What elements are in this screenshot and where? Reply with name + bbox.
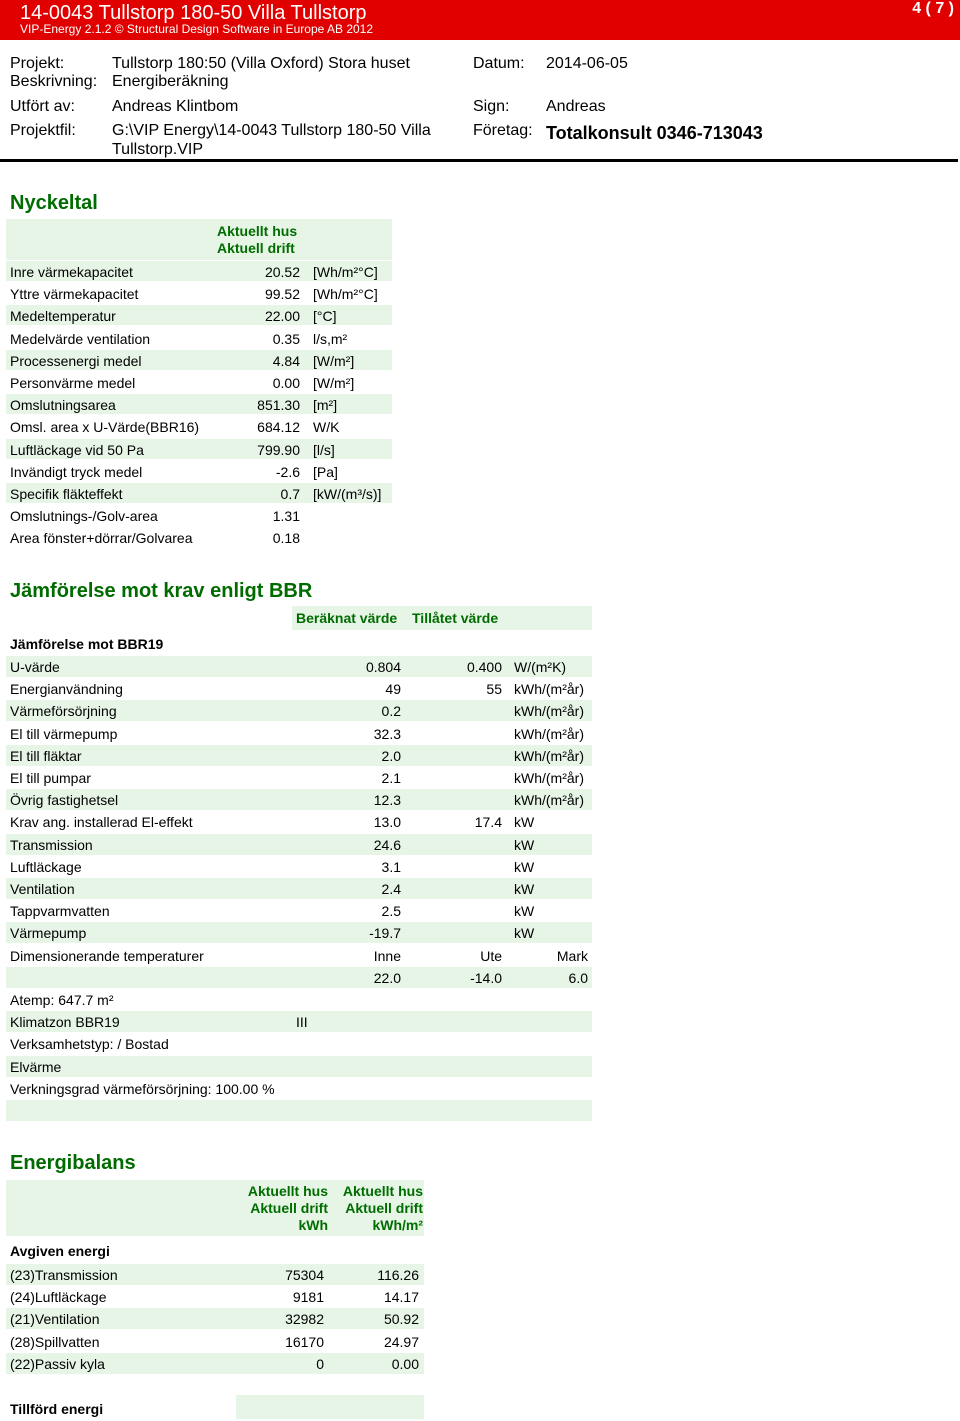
table-row-unit: kW [514,858,535,875]
table-row-calc: 0.2 [381,703,401,720]
table-row-kwh: 32982 [285,1311,324,1328]
utfort-value: Andreas Klintbom [112,98,239,115]
table-row-label: Omslutningsarea [10,397,116,414]
bbr-col-header-calc: Beräknat värde [296,610,398,626]
table-row-label: Medelvärde ventilation [10,330,151,347]
table-row-value: 0.7 [280,486,300,502]
table-row-label: (22)Passiv kyla [10,1355,105,1372]
section-title-nyckeltal: Nyckeltal [10,192,98,214]
table-row-label: Luftläckage [10,858,82,875]
table-row-calc: 32.3 [373,725,401,742]
table-row-value: 22.00 [264,308,300,325]
eb-tillford-heading: Tillförd energi [10,1401,104,1417]
header-divider [0,159,958,162]
verksamhetstyp-text: Verksamhetstyp: / Bostad [10,1036,169,1053]
table-row-allowed: 55 [486,681,502,698]
dim-temp-inne-label: Inne [373,947,401,964]
table-row-kwh: 16170 [285,1333,324,1350]
table-row-label: Energianvändning [10,681,123,698]
table-row-label: Inre värmekapacitet [10,264,133,280]
table-row-unit: kWh/(m²år) [514,770,584,786]
bbr-subheading: Jämförelse mot BBR19 [10,636,164,652]
atemp-text: Atemp: 647.7 m² [10,992,114,1008]
table-row-value: 684.12 [257,419,300,436]
table-row-label: El till fläktar [10,747,82,764]
section-title-energibalans: Energibalans [10,1152,136,1174]
nyckeltal-col-header-2: Aktuell drift [217,240,295,256]
table-row-calc: 12.3 [373,792,401,809]
table-row-unit: [Wh/m²°C] [313,286,378,303]
table-row-calc: 2.5 [381,903,401,920]
table-row-label: Värmeförsörjning [10,703,117,720]
table-row-label: Omslutnings-/Golv-area [10,508,158,525]
table-row-unit: kWh/(m²år) [514,725,584,742]
table-row-unit: kWh/(m²år) [514,747,584,764]
table-row-calc: -19.7 [369,925,401,942]
table-row-unit: [W/m²] [313,352,355,369]
table-row-label: El till pumpar [10,770,91,786]
projekt-label: Projekt: [10,55,65,72]
document-title: 14-0043 Tullstorp 180-50 Villa Tullstorp [20,2,367,24]
table-row-label: Krav ang. installerad El-effekt [10,814,193,831]
table-row-value: 851.30 [257,397,300,414]
table-row-bg [6,1056,592,1077]
table-row-kwh: 0 [316,1355,324,1372]
table-row-label: Invändigt tryck medel [10,463,143,480]
datum-value: 2014-06-05 [546,55,628,72]
beskrivning-label: Beskrivning: [10,73,98,90]
header-band [0,0,960,40]
eb-col2-header-2: Aktuell drift [345,1200,423,1216]
table-row-label: Processenergi medel [10,352,142,369]
table-row-unit: kW [514,925,535,942]
table-row-unit: W/(m²K) [514,659,567,675]
table-row-label: Yttre värmekapacitet [10,286,139,303]
table-row-unit: kW [514,836,535,853]
projektfil-value-line2: Tullstorp.VIP [112,141,203,158]
eb-col1-header-2: Aktuell drift [250,1200,328,1216]
table-row-calc: 2.0 [381,747,401,764]
table-row-unit: kW [514,814,535,831]
table-row-kwh: 9181 [292,1289,324,1306]
eb-col1-header-3: kWh [298,1217,328,1233]
table-row-calc: 49 [385,681,401,698]
sign-value: Andreas [546,98,606,115]
table-row-label: Värmepump [10,925,87,942]
eb-col2-header-3: kWh/m² [372,1217,423,1233]
table-row-label: (24)Luftläckage [10,1289,107,1306]
table-row-unit: [Wh/m²°C] [313,264,378,280]
dim-temp-ute-value: -14.0 [470,969,502,986]
table-row-bg [6,745,592,766]
section-title-bbr: Jämförelse mot krav enligt BBR [10,580,313,602]
table-row-label: Area fönster+dörrar/Golvarea [10,530,193,547]
dim-temp-ute-label: Ute [480,947,502,964]
table-row-calc: 13.0 [373,814,401,831]
table-row-bg [6,656,592,677]
table-row-label: (28)Spillvatten [10,1333,100,1350]
table-row-calc: 24.6 [373,836,401,853]
table-row-unit: W/K [313,419,340,436]
verkningsgrad-text: Verkningsgrad värmeförsörjning: 100.00 % [10,1080,275,1097]
table-row-bg [6,878,592,899]
projektfil-value-line1: G:\VIP Energy\14-0043 Tullstorp 180-50 Villa [112,122,431,139]
table-row-value: 1.31 [272,508,300,525]
table-row-label: Luftläckage vid 50 Pa [10,441,144,458]
table-row-value: 0.18 [272,530,300,547]
table-row-unit: kW [514,881,535,897]
sign-label: Sign: [473,98,510,115]
table-row-calc: 2.4 [381,881,401,897]
software-credit: VIP-Energy 2.1.2 © Structural Design Software in Europe AB 2012 [20,22,374,36]
elvarme-text: Elvärme [10,1058,62,1075]
table-row-unit: [m²] [313,397,338,414]
table-row-unit: [kW/(m³/s)] [313,486,382,502]
table-row-value: 799.90 [257,441,300,458]
table-row-value: 0.00 [272,375,300,391]
table-row-label: Ventilation [10,881,75,897]
table-row-calc: 3.1 [381,858,401,875]
table-row-bg [6,834,592,855]
dim-temp-label: Dimensionerande temperaturer [10,947,204,964]
table-row-value: 99.52 [264,286,300,303]
table-row-label: Personvärme medel [10,375,136,391]
table-row-unit: kWh/(m²år) [514,792,584,809]
table-row-bg [6,922,592,943]
table-row-label: U-värde [10,659,60,675]
klimatzon-label: Klimatzon BBR19 [10,1014,120,1031]
table-row-calc: 2.1 [381,770,401,786]
nyckeltal-col-header-1: Aktuellt hus [217,223,298,239]
dim-temp-mark-value: 6.0 [568,969,588,986]
projektfil-label: Projektfil: [10,122,76,139]
foretag-value: Totalkonsult 0346-713043 [546,123,763,143]
foretag-label: Företag: [473,122,533,139]
table-row-label: Tappvarmvatten [10,903,110,920]
table-row-calc: 0.804 [365,659,401,675]
table-row-label: El till värmepump [10,725,118,742]
table-row-value: -2.6 [275,463,300,480]
table-row-value: 20.52 [264,264,300,280]
table-row-label: Omsl. area x U-Värde(BBR16) [10,419,200,436]
table-row-allowed: 17.4 [474,814,502,831]
table-row-unit: [°C] [313,308,337,325]
table-row-unit: l/s,m² [313,330,348,347]
page-number: 4 ( 7 ) [912,0,954,17]
table-row-label: Specifik fläkteffekt [10,486,123,502]
table-row-label: (21)Ventilation [10,1311,100,1328]
table-row-value: 4.84 [272,352,300,369]
eb-tillford-bg [236,1395,424,1419]
projekt-value: Tullstorp 180:50 (Villa Oxford) Stora huset [112,55,410,72]
table-row-kwhm2: 50.92 [383,1311,419,1328]
klimatzon-value: III [296,1014,308,1031]
nyckeltal-header-bg [6,219,392,260]
table-row-allowed: 0.400 [466,659,502,675]
table-row-bg [6,1100,592,1121]
table-row-label: Transmission [10,836,93,853]
eb-avgiven-heading: Avgiven energi [10,1243,110,1259]
table-row-label: Medeltemperatur [10,308,116,325]
table-row-unit: kW [514,903,535,920]
utfort-label: Utfört av: [10,98,75,115]
table-row-unit: kWh/(m²år) [514,703,584,720]
table-row-value: 0.35 [272,330,300,347]
table-row-kwhm2: 24.97 [383,1333,419,1350]
bbr-col-header-allowed: Tillåtet värde [412,610,499,626]
dim-temp-mark-label: Mark [556,947,588,964]
beskrivning-value: Energiberäkning [112,73,229,90]
eb-col1-header-1: Aktuellt hus [247,1183,328,1199]
dim-temp-inne-value: 22.0 [373,969,401,986]
table-row-label: Övrig fastighetsel [10,792,119,809]
table-row-unit: [W/m²] [313,375,355,391]
table-row-kwhm2: 116.26 [377,1267,419,1283]
table-row-kwh: 75304 [285,1267,324,1283]
table-row-label: (23)Transmission [10,1267,118,1283]
table-row-kwhm2: 0.00 [391,1355,419,1372]
table-row-unit: kWh/(m²år) [514,681,584,698]
table-row-unit: [l/s] [313,441,335,458]
eb-col2-header-1: Aktuellt hus [342,1183,423,1199]
table-row-unit: [Pa] [313,463,338,480]
table-row-kwhm2: 14.17 [383,1289,419,1306]
datum-label: Datum: [473,55,525,72]
